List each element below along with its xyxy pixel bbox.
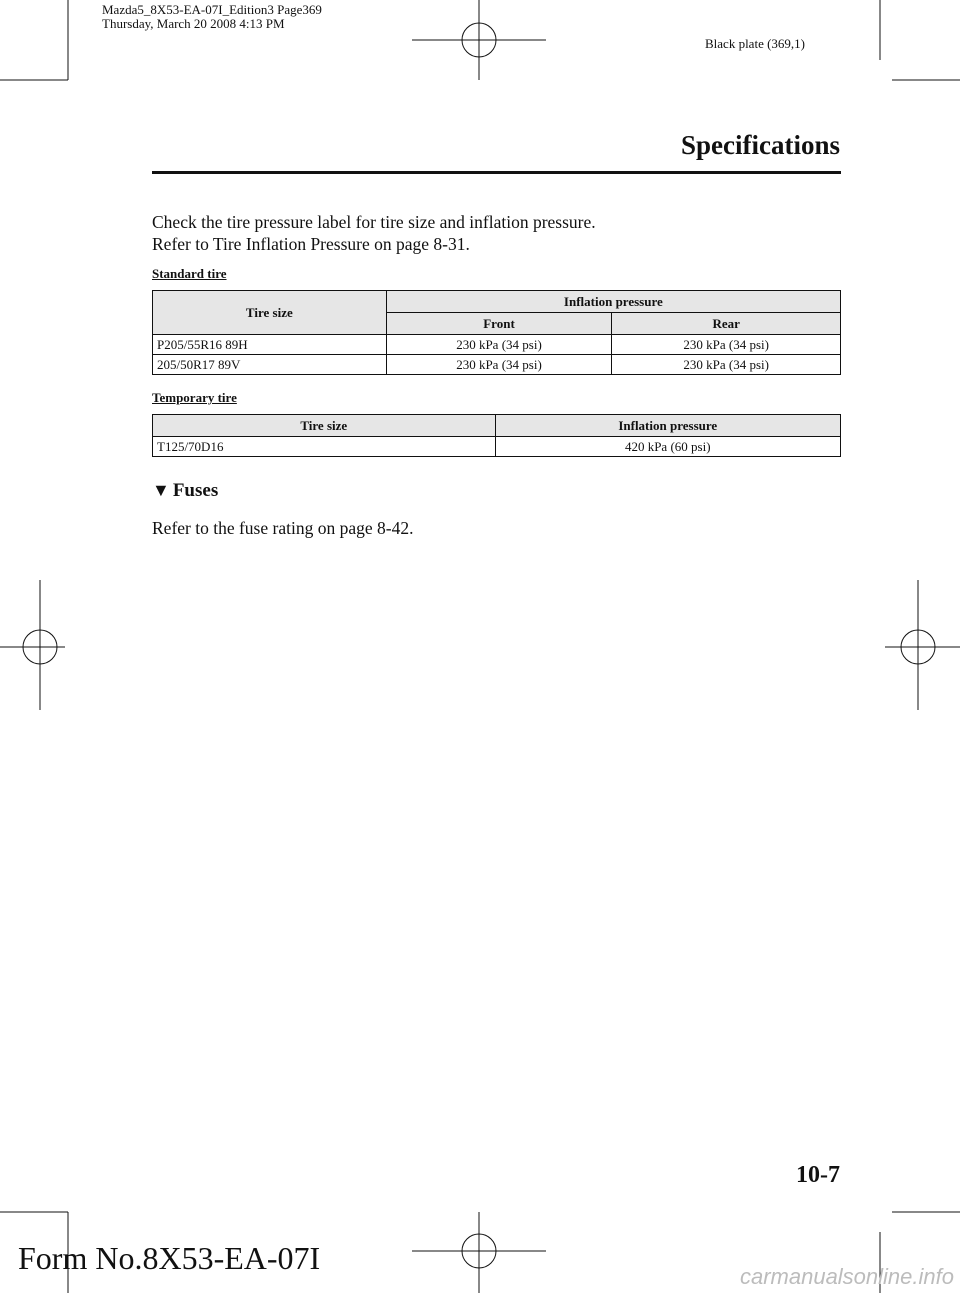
print-file-line: Mazda5_8X53-EA-07I_Edition3 Page369 — [102, 2, 322, 17]
standard-tire-table — [152, 290, 841, 375]
front-pressure-cell: 230 kPa (34 psi) — [386, 355, 612, 375]
rear-pressure-cell: 230 kPa (34 psi) — [612, 355, 841, 375]
intro-line-1: Check the tire pressure label for tire size and inflation pressure. — [152, 212, 596, 232]
pressure-cell: 420 kPa (60 psi) — [495, 437, 840, 457]
table-row — [153, 335, 841, 355]
header-rule — [152, 171, 841, 174]
page-number: 10-7 — [796, 1162, 840, 1188]
watermark: carmanualsonline.info — [739, 1264, 954, 1289]
table-row — [153, 355, 841, 375]
table-row — [153, 437, 841, 457]
temporary-tire-label: Temporary tire — [152, 390, 237, 405]
intro-line-2: Refer to Tire Inflation Pressure on page 8-31. — [152, 234, 470, 254]
rear-pressure-cell: 230 kPa (34 psi) — [612, 335, 841, 355]
triangle-down-icon: ▼ — [152, 480, 170, 500]
form-number: Form No.8X53-EA-07I — [18, 1240, 321, 1276]
standard-tire-label: Standard tire — [152, 266, 227, 281]
col-header-front: Front — [386, 313, 612, 335]
col-header-inflation: Inflation pressure — [386, 291, 840, 313]
fuses-text: Refer to the fuse rating on page 8-42. — [152, 518, 414, 538]
tire-size-cell: P205/55R16 89H — [153, 335, 387, 355]
temporary-tire-table — [152, 414, 841, 457]
tire-size-cell: T125/70D16 — [153, 437, 496, 457]
tire-size-cell: 205/50R17 89V — [153, 355, 387, 375]
plate-label: Black plate (369,1) — [705, 36, 805, 51]
fuses-title: Fuses — [172, 480, 219, 501]
front-pressure-cell: 230 kPa (34 psi) — [386, 335, 612, 355]
fuses-heading — [152, 480, 218, 502]
col-header-tire-size: Tire size — [153, 415, 496, 437]
col-header-inflation: Inflation pressure — [495, 415, 840, 437]
col-header-tire-size: Tire size — [153, 291, 387, 335]
section-title: Specifications — [681, 130, 840, 160]
print-date-line: Thursday, March 20 2008 4:13 PM — [102, 16, 285, 31]
col-header-rear: Rear — [612, 313, 841, 335]
